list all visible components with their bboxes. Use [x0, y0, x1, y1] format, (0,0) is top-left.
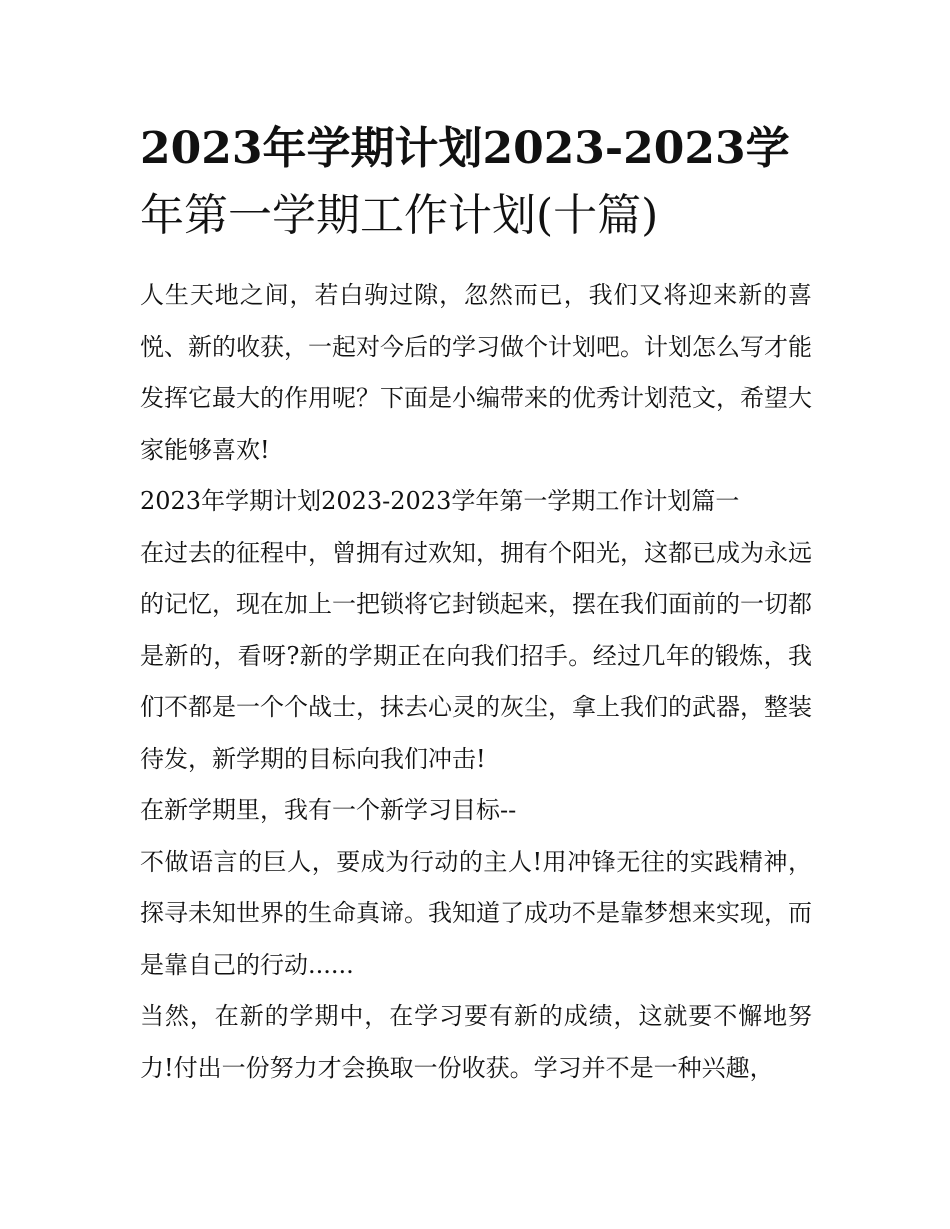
section-heading: 2023年学期计划2023-2023学年第一学期工作计划篇一: [140, 487, 740, 515]
body-paragraph: 在新学期里，我有一个新学习目标--: [140, 796, 517, 824]
document-body: [140, 115, 812, 1094]
body-paragraph: 不做语言的巨人，要成为行动的主人!用冲锋无往的实践精神，探寻未知世界的生命真谛。我知道了成功不是靠梦想来实现，而是靠自己的行动......: [140, 847, 812, 979]
intro-paragraph: 人生天地之间，若白驹过隙，忽然而已，我们又将迎来新的喜悦、新的收获，一起对今后的学习做个计划吧。计划怎么写才能发挥它最大的作用呢？下面是小编带来的优秀计划范文，希望大家能够喜欢!: [140, 281, 812, 464]
body-paragraph: 在过去的征程中，曾拥有过欢知，拥有个阳光，这都已成为永远的记忆，现在加上一把锁将它封锁起来，摆在我们面前的一切都是新的，看呀?新的学期正在向我们招手。经过几年的锻炼，我们不都是一个个战士，抹去心灵的灰尘，拿上我们的武器，整装待发，新学期的目标向我们冲击!: [140, 538, 812, 773]
body-paragraph: 当然，在新的学期中，在学习要有新的成绩，这就要不懈地努力!付出一份努力才会换取一份收获。学习并不是一种兴趣，: [140, 1002, 812, 1082]
title-line-2: 年第一学期工作计划(十篇): [140, 190, 659, 241]
title-line-1: 2023年学期计划2023-2023学: [140, 123, 790, 174]
document-title: [140, 115, 812, 249]
